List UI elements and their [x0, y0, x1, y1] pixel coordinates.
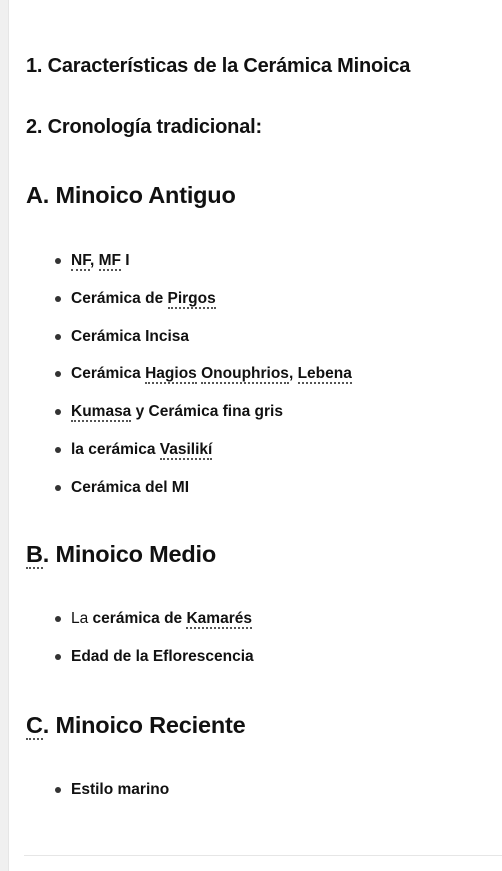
list-item[interactable] — [26, 608, 252, 630]
abbreviation[interactable]: Onouphrios — [201, 365, 289, 383]
text-segment: Cerámica del MI — [71, 478, 190, 496]
list-item[interactable] — [26, 250, 130, 272]
list-item[interactable] — [26, 326, 189, 348]
abbreviation[interactable]: Lebena — [297, 365, 352, 383]
left-border — [0, 0, 9, 871]
heading-minoico-antiguo — [26, 182, 236, 209]
list-item-label — [71, 781, 169, 799]
heading-cronologia[interactable] — [26, 116, 262, 139]
bottom-divider — [24, 855, 502, 856]
list-item[interactable] — [26, 646, 254, 668]
text-segment: la cerámica — [71, 441, 160, 458]
list-item-label — [71, 252, 130, 270]
list-item[interactable] — [26, 363, 352, 385]
text-segment: Cerámica — [71, 365, 146, 383]
bullet-icon — [55, 296, 61, 302]
abbreviation[interactable]: Pirgos — [167, 289, 216, 307]
abbreviation[interactable]: Kumasa — [71, 403, 132, 421]
bullet-icon — [55, 616, 61, 622]
bullet-icon — [55, 447, 61, 453]
list-item[interactable] — [26, 401, 283, 423]
heading-cronologia-text: 2. Cronología tradicional: — [26, 116, 262, 138]
bullet-icon — [55, 409, 61, 415]
heading-minoico-reciente — [26, 712, 246, 739]
heading-minoico-antiguo-letter: A — [26, 182, 43, 208]
abbreviation[interactable]: Vasilikí — [159, 441, 213, 458]
heading-minoico-antiguo-text: . Minoico Antiguo — [42, 182, 236, 208]
heading-minoico-medio — [26, 541, 216, 568]
abbreviation[interactable]: MF — [98, 252, 121, 269]
list-item[interactable] — [26, 779, 169, 801]
text-segment: cerámica de — [88, 610, 187, 627]
text-segment: Edad de la Eflorescencia — [71, 647, 254, 665]
abbreviation[interactable]: NF — [71, 252, 90, 269]
heading-minoico-reciente-text: . Minoico Reciente — [42, 712, 246, 738]
bullet-icon — [55, 787, 61, 793]
text-segment: La — [71, 610, 89, 627]
list-item-label — [71, 365, 352, 383]
heading-caracteristicas[interactable] — [26, 55, 410, 78]
heading-minoico-reciente-letter[interactable]: C — [26, 712, 43, 738]
list-item[interactable] — [26, 288, 216, 310]
list-item-label — [71, 403, 283, 421]
list-item-label — [71, 610, 252, 628]
list-item[interactable] — [26, 439, 212, 461]
heading-minoico-medio-text: . Minoico Medio — [42, 541, 217, 567]
abbreviation[interactable]: Hagios — [145, 365, 197, 383]
bullet-icon — [55, 258, 61, 264]
heading-minoico-medio-letter[interactable]: B — [26, 541, 43, 567]
list-item-label — [71, 648, 254, 666]
text-segment: Cerámica de — [71, 289, 168, 307]
text-segment: , — [89, 252, 99, 269]
text-segment: Cerámica Incisa — [71, 327, 190, 345]
list-item-label — [71, 479, 189, 497]
bullet-icon — [55, 334, 61, 340]
abbreviation[interactable]: Kamarés — [186, 610, 252, 627]
heading-caracteristicas-text: 1. Características de la Cerámica Minoica — [26, 55, 411, 77]
text-segment: I — [120, 252, 130, 269]
bullet-icon — [55, 371, 61, 377]
text-segment: Estilo marino — [71, 781, 170, 798]
text-segment: y Cerámica fina gris — [131, 403, 283, 421]
bullet-icon — [55, 654, 61, 660]
bullet-icon — [55, 485, 61, 491]
list-item-label — [71, 290, 216, 308]
list-item-label — [71, 328, 189, 346]
list-item-label — [71, 441, 212, 459]
text-segment: , — [288, 365, 298, 383]
list-item[interactable] — [26, 477, 189, 499]
